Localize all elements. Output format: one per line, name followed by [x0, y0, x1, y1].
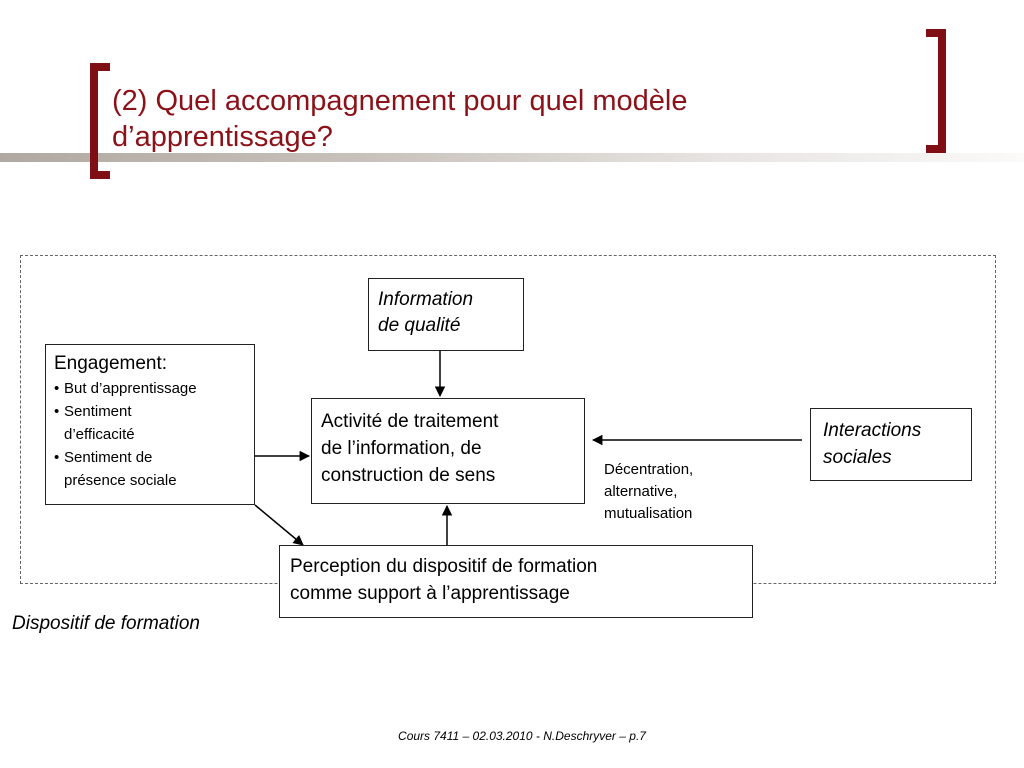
social-interactions-box: [810, 408, 972, 481]
arrow-engagement-to-perception: [255, 505, 303, 545]
information-box-line-2: de qualité: [378, 315, 461, 336]
information-quality-box: [368, 278, 524, 351]
activity-box-line-2: de l’information, de: [321, 438, 482, 459]
perception-box-line-1: Perception du dispositif de formation: [290, 556, 598, 577]
social-box-line-2: sociales: [823, 447, 892, 468]
engagement-item-learning-goal: [54, 377, 246, 400]
activity-box-line-3: construction de sens: [321, 465, 496, 486]
engagement-item-social-presence: [54, 446, 246, 492]
engagement-item-text: • Sentiment de: [64, 449, 153, 466]
social-note-line-1: Décentration,: [604, 461, 694, 478]
social-note-line-2: alternative,: [604, 483, 678, 500]
activity-processing-box: [311, 398, 585, 504]
engagement-item-text: d’efficacité: [64, 426, 135, 443]
engagement-title: Engagement:: [54, 353, 168, 374]
slide-title-line-2: d’apprentissage?: [112, 121, 333, 153]
perception-box-line-2: comme support à l’apprentissage: [290, 583, 570, 604]
engagement-list: [54, 377, 246, 492]
social-arrow-note: [604, 459, 744, 525]
engagement-item-text: • Sentiment: [64, 403, 132, 420]
social-box-line-1: Interactions: [823, 420, 922, 441]
engagement-item-text: But d’apprentissage: [64, 380, 197, 397]
frame-caption: Dispositif de formation: [12, 613, 200, 634]
slide-footer: Cours 7411 – 02.03.2010 - N.Deschryver – p.7: [398, 729, 646, 743]
activity-box-line-1: Activité de traitement: [321, 411, 499, 432]
information-box-line-1: Information: [378, 289, 474, 310]
perception-device-box: [279, 545, 753, 618]
engagement-item-self-efficacy: [54, 400, 246, 446]
engagement-item-text: présence sociale: [64, 472, 177, 489]
slide-title-line-1: (2) Quel accompagnement pour quel modèle: [112, 85, 688, 117]
engagement-box: [45, 344, 255, 505]
social-note-line-3: mutualisation: [604, 505, 693, 522]
